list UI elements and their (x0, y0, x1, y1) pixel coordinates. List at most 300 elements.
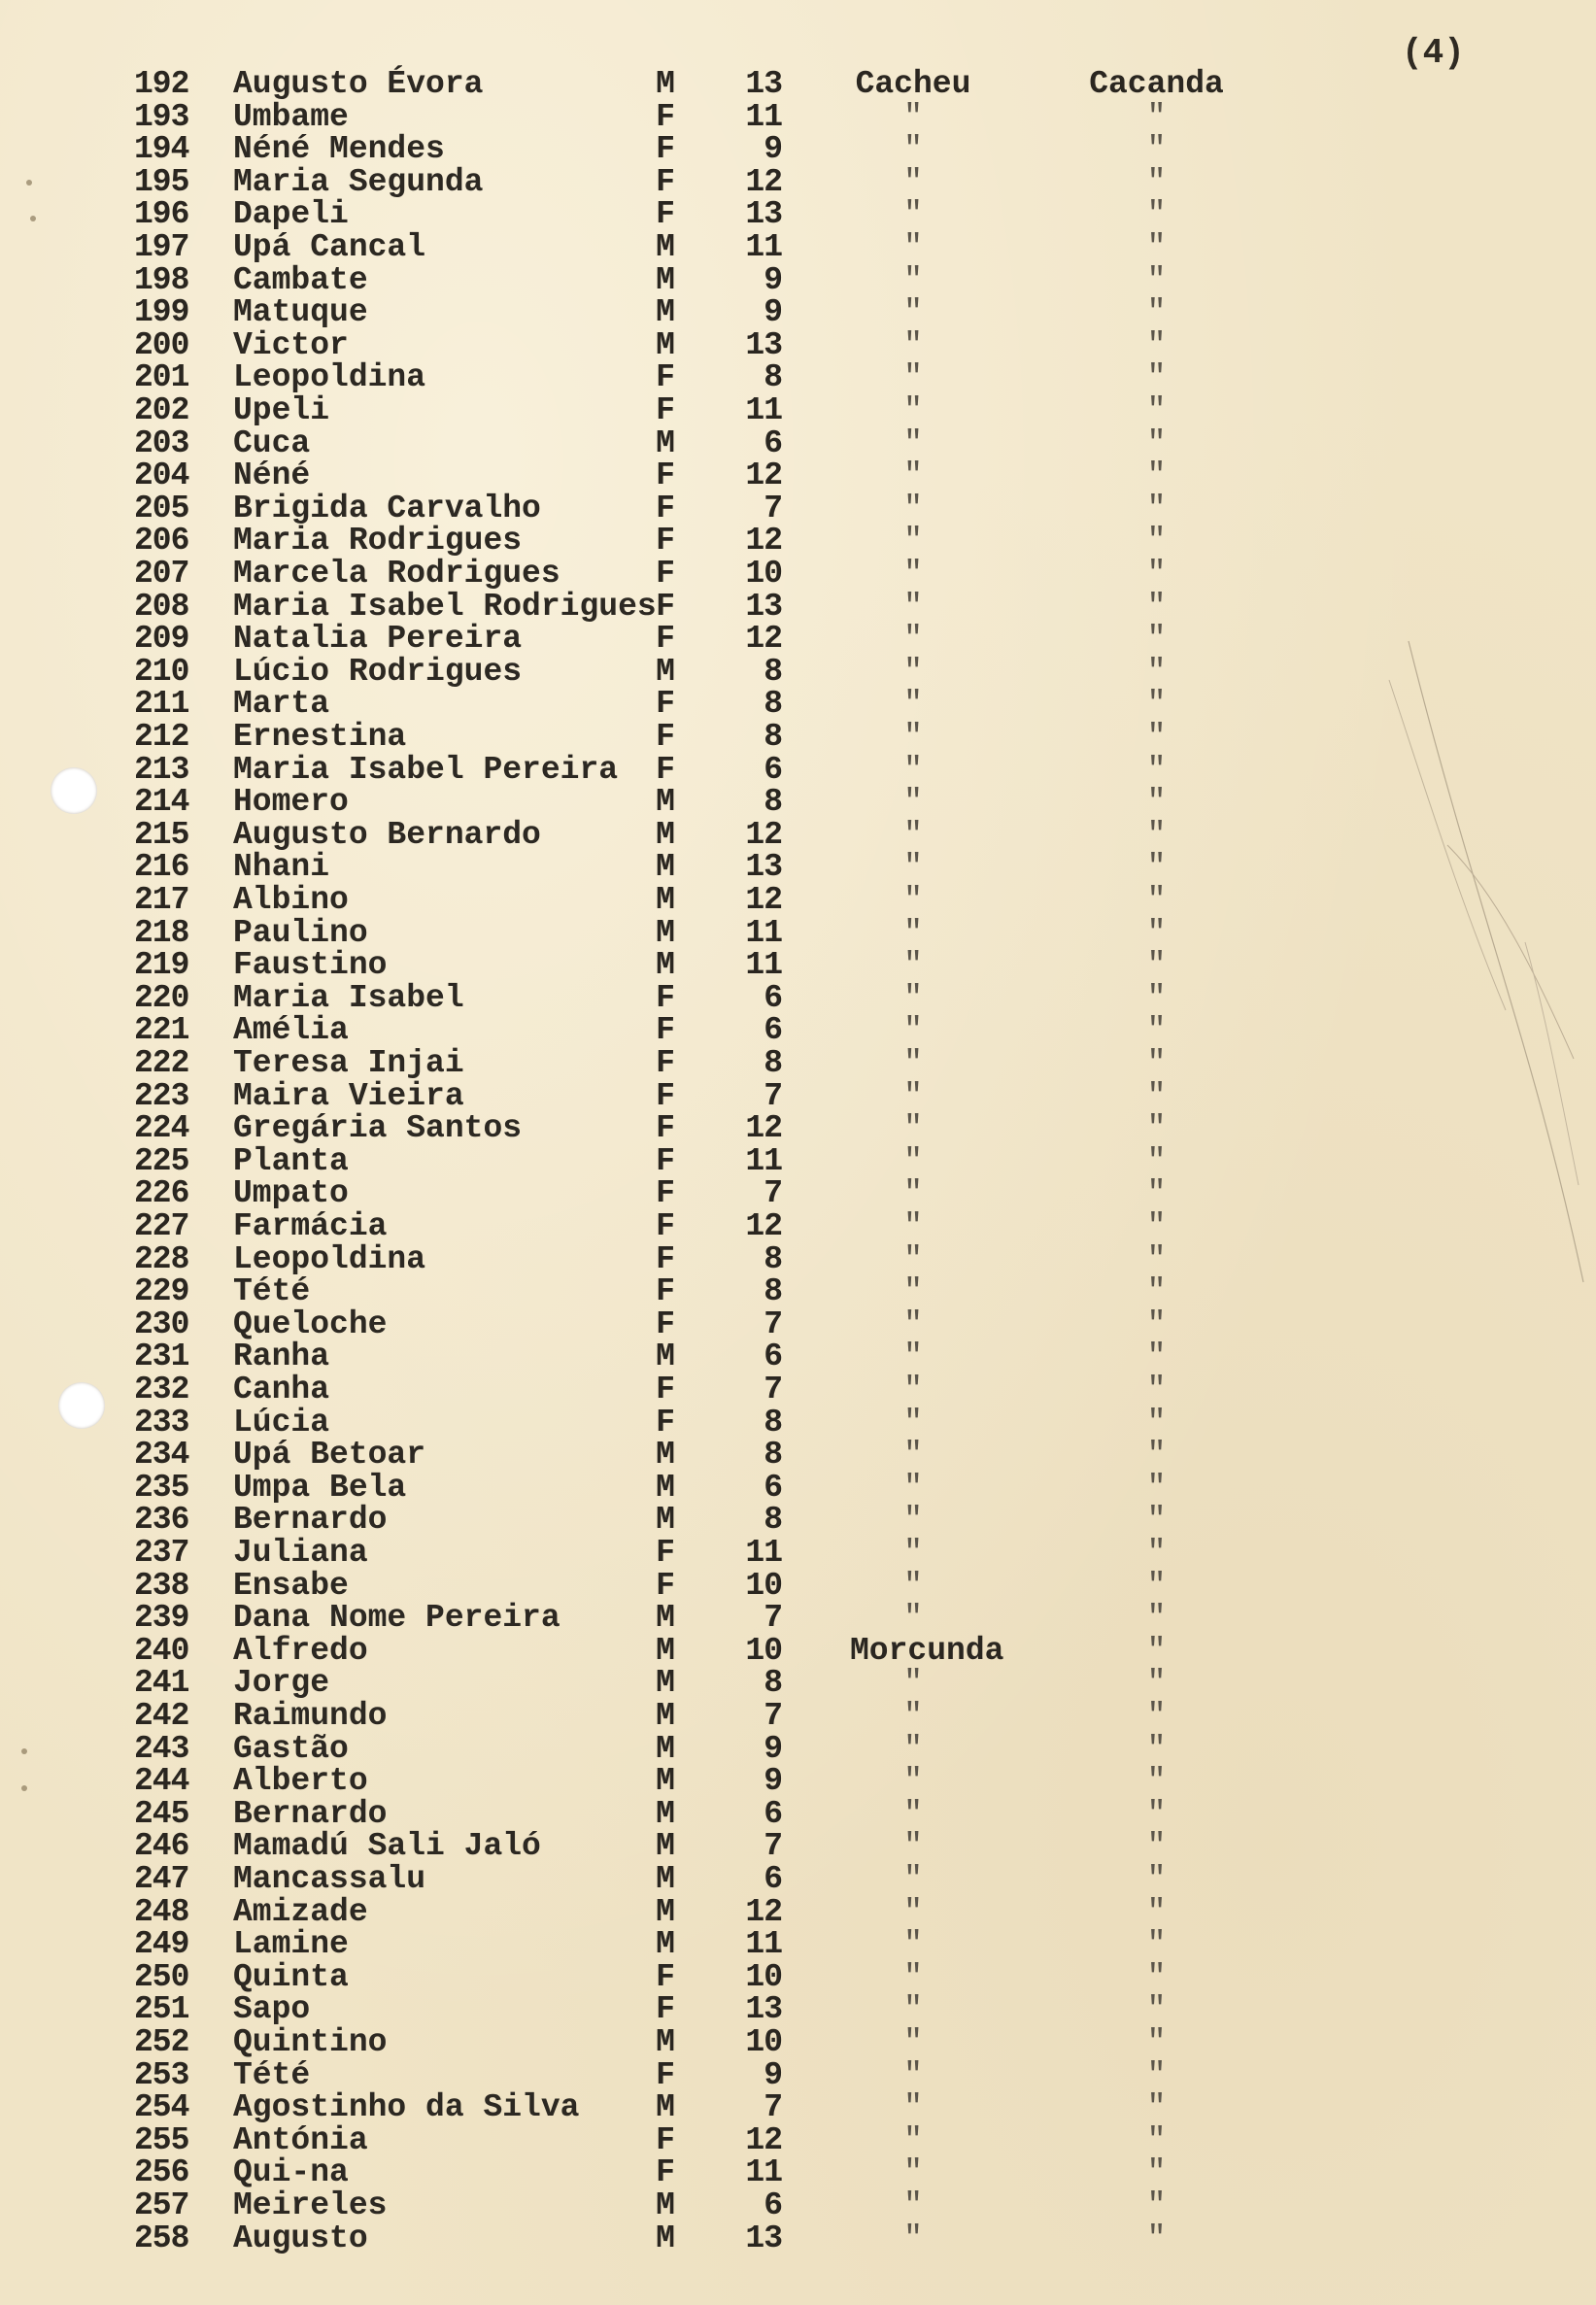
entry-sex: M (656, 816, 675, 853)
entry-sex: F (656, 2121, 675, 2158)
entry-age: 12 (745, 1893, 782, 1930)
entry-sex: F (656, 1958, 675, 1995)
table-row (0, 979, 1596, 1016)
entry-place: " (903, 1404, 923, 1441)
entry-place: " (903, 2220, 923, 2256)
entry-region: " (1146, 1795, 1167, 1832)
entry-number: 252 (134, 2024, 189, 2060)
entry-sex: M (656, 947, 675, 984)
table-row (0, 1567, 1596, 1604)
entry-region: " (1146, 1730, 1167, 1767)
entry-name: Amélia (233, 1012, 349, 1049)
entry-place: " (903, 556, 923, 592)
table-row (0, 1047, 1596, 1080)
entry-region: " (1146, 588, 1167, 625)
entry-name: Marcela Rodrigues (233, 556, 560, 592)
table-row (0, 1765, 1596, 1798)
entry-age: 6 (764, 1469, 782, 1506)
entry-sex: F (656, 98, 675, 135)
entry-number: 231 (134, 1339, 189, 1375)
entry-place: " (903, 359, 923, 396)
entry-name: Lamine (233, 1926, 349, 1963)
entry-sex: F (656, 392, 675, 428)
entry-place: " (903, 1861, 923, 1897)
entry-sex: M (656, 1698, 675, 1734)
entry-age: 10 (745, 1958, 782, 1995)
entry-place: " (903, 1045, 923, 1081)
entry-name: Maria Rodrigues (233, 523, 523, 559)
entry-number: 216 (134, 849, 189, 886)
entry-region: " (1146, 1991, 1167, 2028)
entry-region: " (1146, 1045, 1167, 1081)
entry-age: 6 (764, 1795, 782, 1832)
entry-place: " (903, 490, 923, 526)
entry-region: " (1146, 1142, 1167, 1179)
entry-number: 219 (134, 947, 189, 984)
entry-number: 209 (134, 621, 189, 658)
entry-sex: F (656, 751, 675, 788)
entry-sex: M (656, 1437, 675, 1474)
entry-sex: F (656, 1175, 675, 1212)
entry-region: " (1146, 261, 1167, 298)
entry-place: " (903, 326, 923, 363)
entry-sex: M (656, 849, 675, 886)
table-row (0, 1537, 1596, 1570)
entry-region: " (1146, 490, 1167, 526)
entry-place: " (903, 1958, 923, 1995)
entry-sex: M (656, 261, 675, 298)
entry-region: " (1146, 196, 1167, 233)
entry-sex: F (656, 131, 675, 168)
entry-name: Albino (233, 882, 349, 918)
entry-age: 6 (764, 1012, 782, 1049)
entry-sex: M (656, 2024, 675, 2060)
entry-name: Lúcio Rodrigues (233, 653, 523, 690)
table-row (0, 2056, 1596, 2093)
entry-place: " (903, 2089, 923, 2126)
entry-age: 8 (764, 653, 782, 690)
entry-place: " (903, 1665, 923, 1702)
table-row (0, 459, 1596, 492)
entry-sex: M (656, 1926, 675, 1963)
entry-age: 13 (745, 588, 782, 625)
table-row (0, 394, 1596, 427)
table-row (0, 1275, 1596, 1308)
entry-number: 207 (134, 556, 189, 592)
entry-sex: F (656, 1567, 675, 1604)
entry-region: " (1146, 1273, 1167, 1310)
entry-number: 236 (134, 1502, 189, 1539)
entry-place: " (903, 1110, 923, 1147)
entry-sex: F (656, 979, 675, 1016)
entry-place: " (903, 163, 923, 200)
entry-name: Gregária Santos (233, 1110, 523, 1147)
entry-age: 8 (764, 1665, 782, 1702)
entry-region: " (1146, 914, 1167, 951)
entry-number: 235 (134, 1469, 189, 1506)
entry-place: " (903, 229, 923, 265)
entry-number: 247 (134, 1861, 189, 1897)
entry-name: Sapo (233, 1991, 311, 2028)
entry-sex: M (656, 1861, 675, 1897)
entry-sex: F (656, 2154, 675, 2191)
entry-place: " (903, 1763, 923, 1800)
entry-place: " (903, 1305, 923, 1342)
table-row (0, 914, 1596, 951)
entry-name: Natalia Pereira (233, 621, 523, 658)
entry-region: " (1146, 2024, 1167, 2060)
entry-sex: M (656, 653, 675, 690)
entry-region: " (1146, 1437, 1167, 1474)
entry-region: " (1146, 979, 1167, 1016)
entry-name: Paulino (233, 914, 368, 951)
entry-age: 11 (745, 392, 782, 428)
entry-sex: M (656, 1502, 675, 1539)
table-row (0, 949, 1596, 982)
table-row (0, 1142, 1596, 1179)
table-row (0, 1112, 1596, 1145)
table-row (0, 2222, 1596, 2255)
entry-sex: F (656, 1240, 675, 1277)
entry-place: " (903, 196, 923, 233)
table-row (0, 1014, 1596, 1047)
entry-age: 6 (764, 751, 782, 788)
entry-name: Meireles (233, 2187, 388, 2223)
entry-region: " (1146, 2089, 1167, 2126)
entry-sex: F (656, 523, 675, 559)
entry-name: Qui-na (233, 2154, 349, 2191)
entry-name: Dana Nome Pereira (233, 1600, 560, 1637)
table-row (0, 2156, 1596, 2189)
entry-name: Tété (233, 1273, 311, 1310)
entry-name: Leopoldina (233, 1240, 426, 1277)
entry-region: Cacanda (1089, 66, 1224, 102)
entry-sex: F (656, 196, 675, 233)
table-row (0, 1893, 1596, 1930)
entry-number: 258 (134, 2220, 189, 2256)
entry-place: " (903, 1142, 923, 1179)
entry-place: " (903, 1567, 923, 1604)
entry-place: " (903, 98, 923, 135)
table-row (0, 1632, 1596, 1669)
entry-sex: F (656, 1372, 675, 1407)
entry-age: 13 (745, 2220, 782, 2256)
entry-name: Augusto (233, 2220, 368, 2256)
entry-region: " (1146, 1632, 1167, 1669)
entry-age: 12 (745, 816, 782, 853)
entry-region: " (1146, 1175, 1167, 1212)
entry-place: " (903, 979, 923, 1016)
entry-place: " (903, 1339, 923, 1375)
entry-sex: M (656, 1893, 675, 1930)
entry-region: " (1146, 1665, 1167, 1702)
entry-place: " (903, 719, 923, 755)
entry-region: " (1146, 1535, 1167, 1571)
entry-region: " (1146, 1600, 1167, 1637)
entry-region: " (1146, 98, 1167, 135)
entry-sex: F (656, 163, 675, 200)
entry-age: 6 (764, 979, 782, 1016)
entry-age: 8 (764, 686, 782, 723)
entry-region: " (1146, 458, 1167, 494)
entry-place: " (903, 1240, 923, 1277)
entry-number: 217 (134, 882, 189, 918)
entry-region: " (1146, 653, 1167, 690)
entry-number: 246 (134, 1828, 189, 1865)
entry-name: Quintino (233, 2024, 388, 2060)
entry-age: 8 (764, 719, 782, 755)
entry-region: " (1146, 1828, 1167, 1865)
entry-number: 221 (134, 1012, 189, 1049)
table-row (0, 2121, 1596, 2158)
entry-sex: M (656, 2089, 675, 2126)
entry-name: Maria Isabel Rodrigues (233, 588, 657, 625)
entry-number: 226 (134, 1175, 189, 1212)
entry-name: Umpato (233, 1175, 349, 1212)
table-row (0, 1667, 1596, 1700)
entry-sex: M (656, 424, 675, 461)
entry-number: 192 (134, 66, 189, 102)
entry-age: 13 (745, 1991, 782, 2028)
entry-number: 227 (134, 1208, 189, 1244)
entry-name: Queloche (233, 1305, 388, 1342)
entry-sex: F (656, 1208, 675, 1244)
table-row (0, 1469, 1596, 1506)
entry-sex: F (656, 621, 675, 658)
entry-region: " (1146, 229, 1167, 265)
entry-sex: M (656, 1665, 675, 1702)
entry-age: 6 (764, 1339, 782, 1375)
entry-number: 200 (134, 326, 189, 363)
entry-name: Amizade (233, 1893, 368, 1930)
entry-age: 10 (745, 1567, 782, 1604)
entry-age: 7 (764, 1698, 782, 1734)
entry-place: " (903, 1926, 923, 1963)
entry-place: " (903, 588, 923, 625)
entry-number: 230 (134, 1305, 189, 1342)
entry-region: " (1146, 882, 1167, 918)
table-row (0, 786, 1596, 819)
table-row (0, 1373, 1596, 1407)
entry-number: 245 (134, 1795, 189, 1832)
entry-name: Cuca (233, 424, 311, 461)
entry-place: " (903, 621, 923, 658)
entry-place: " (903, 1273, 923, 1310)
entry-age: 10 (745, 2024, 782, 2060)
entry-number: 199 (134, 294, 189, 331)
entry-number: 215 (134, 816, 189, 853)
entry-sex: F (656, 1110, 675, 1147)
entry-name: Néné Mendes (233, 131, 445, 168)
entry-region: " (1146, 2056, 1167, 2093)
entry-sex: F (656, 1012, 675, 1049)
entry-place: " (903, 1077, 923, 1114)
entry-number: 241 (134, 1665, 189, 1702)
entry-place: " (903, 784, 923, 821)
table-row (0, 2091, 1596, 2124)
entry-region: " (1146, 1372, 1167, 1407)
table-row (0, 1340, 1596, 1373)
entry-number: 214 (134, 784, 189, 821)
table-row (0, 361, 1596, 394)
entry-number: 204 (134, 458, 189, 494)
entry-age: 8 (764, 784, 782, 821)
entry-number: 240 (134, 1632, 189, 1669)
entry-sex: F (656, 490, 675, 526)
entry-age: 13 (745, 196, 782, 233)
entry-number: 228 (134, 1240, 189, 1277)
entry-place: " (903, 1012, 923, 1049)
entry-age: 7 (764, 1600, 782, 1637)
entry-place: " (903, 1469, 923, 1506)
table-row (0, 1928, 1596, 1961)
entry-place: " (903, 816, 923, 853)
entry-name: Gastão (233, 1730, 349, 1767)
entry-age: 12 (745, 458, 782, 494)
entry-number: 206 (134, 523, 189, 559)
entry-region: " (1146, 1861, 1167, 1897)
table-row (0, 1863, 1596, 1896)
entry-number: 197 (134, 229, 189, 265)
entry-place: " (903, 947, 923, 984)
entry-region: " (1146, 2220, 1167, 2256)
entry-region: " (1146, 2121, 1167, 2158)
entry-sex: F (656, 458, 675, 494)
entry-name: Ranha (233, 1339, 330, 1375)
table-row (0, 851, 1596, 884)
entry-place: " (903, 1795, 923, 1832)
entry-region: " (1146, 686, 1167, 723)
entry-number: 194 (134, 131, 189, 168)
table-row (0, 1830, 1596, 1863)
entry-number: 233 (134, 1404, 189, 1441)
entry-sex: F (656, 686, 675, 723)
entry-age: 12 (745, 621, 782, 658)
entry-name: Agostinho da Silva (233, 2089, 580, 2126)
entry-region: " (1146, 326, 1167, 363)
table-row (0, 1077, 1596, 1114)
entry-age: 8 (764, 1502, 782, 1539)
entry-sex: F (656, 588, 675, 625)
entry-name: Nhani (233, 849, 330, 886)
entry-name: Homero (233, 784, 349, 821)
entry-place: " (903, 882, 923, 918)
entry-number: 210 (134, 653, 189, 690)
entry-sex: M (656, 294, 675, 331)
entry-sex: F (656, 556, 675, 592)
entry-region: " (1146, 784, 1167, 821)
entry-age: 9 (764, 1763, 782, 1800)
entry-region: " (1146, 1077, 1167, 1114)
entry-number: 203 (134, 424, 189, 461)
entry-number: 222 (134, 1045, 189, 1081)
entry-age: 8 (764, 1240, 782, 1277)
entry-place: Morcunda (850, 1632, 1004, 1669)
entry-sex: M (656, 1730, 675, 1767)
entry-sex: M (656, 2187, 675, 2223)
entry-number: 195 (134, 163, 189, 200)
entry-name: Victor (233, 326, 349, 363)
table-row (0, 1700, 1596, 1733)
entry-name: Alberto (233, 1763, 368, 1800)
entry-region: " (1146, 1404, 1167, 1441)
entry-region: " (1146, 751, 1167, 788)
entry-region: " (1146, 1110, 1167, 1147)
table-row (0, 1993, 1596, 2026)
entry-age: 12 (745, 882, 782, 918)
entry-region: " (1146, 1305, 1167, 1342)
entry-number: 229 (134, 1273, 189, 1310)
entry-name: Upeli (233, 392, 330, 428)
entry-region: " (1146, 556, 1167, 592)
entry-number: 223 (134, 1077, 189, 1114)
entry-region: " (1146, 816, 1167, 853)
entry-name: Dapeli (233, 196, 349, 233)
entry-name: Matuque (233, 294, 368, 331)
table-row (0, 261, 1596, 298)
entry-place: " (903, 2121, 923, 2158)
entry-name: Planta (233, 1142, 349, 1179)
table-row (0, 231, 1596, 264)
entry-age: 7 (764, 1828, 782, 1865)
entry-number: 248 (134, 1893, 189, 1930)
entry-age: 11 (745, 2154, 782, 2191)
entry-sex: M (656, 1795, 675, 1832)
entry-age: 8 (764, 1404, 782, 1441)
entry-age: 13 (745, 849, 782, 886)
entry-sex: M (656, 229, 675, 265)
entry-place: " (903, 653, 923, 690)
entry-place: Cacheu (855, 66, 971, 102)
table-row (0, 884, 1596, 917)
table-row (0, 751, 1596, 788)
table-row (0, 558, 1596, 591)
entry-name: Leopoldina (233, 359, 426, 396)
entry-age: 13 (745, 66, 782, 102)
entry-number: 202 (134, 392, 189, 428)
entry-place: " (903, 2056, 923, 2093)
entry-place: " (903, 392, 923, 428)
entry-age: 7 (764, 1305, 782, 1342)
entry-name: Canha (233, 1372, 330, 1407)
entry-region: " (1146, 1893, 1167, 1930)
entry-number: 208 (134, 588, 189, 625)
entry-number: 196 (134, 196, 189, 233)
entry-sex: F (656, 359, 675, 396)
entry-sex: M (656, 1600, 675, 1637)
entry-age: 10 (745, 1632, 782, 1669)
table-row (0, 1439, 1596, 1472)
entry-age: 7 (764, 2089, 782, 2126)
entry-place: " (903, 294, 923, 331)
entry-sex: M (656, 1469, 675, 1506)
entry-place: " (903, 2154, 923, 2191)
entry-age: 8 (764, 1045, 782, 1081)
entry-region: " (1146, 359, 1167, 396)
entry-place: " (903, 458, 923, 494)
entry-age: 9 (764, 261, 782, 298)
entry-name: Farmácia (233, 1208, 388, 1244)
entry-age: 10 (745, 556, 782, 592)
entry-region: " (1146, 849, 1167, 886)
table-row (0, 1602, 1596, 1635)
entry-sex: F (656, 1305, 675, 1342)
entry-number: 242 (134, 1698, 189, 1734)
entry-place: " (903, 2024, 923, 2060)
entry-number: 201 (134, 359, 189, 396)
table-row (0, 623, 1596, 656)
entry-age: 12 (745, 2121, 782, 2158)
